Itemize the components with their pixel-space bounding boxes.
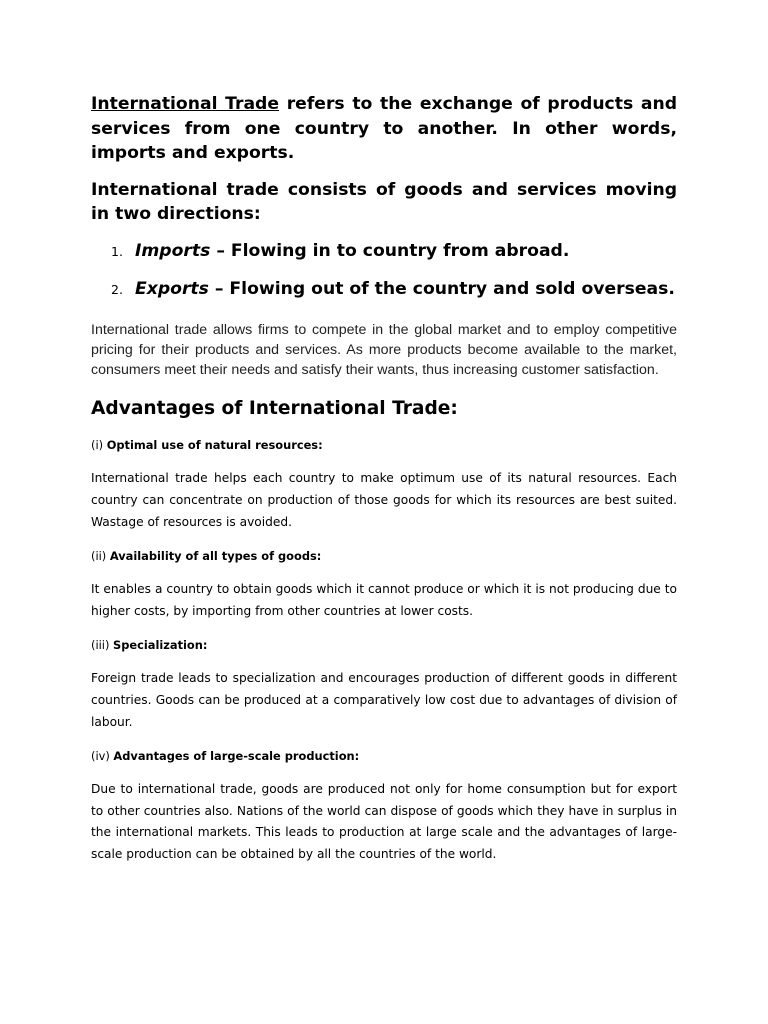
list-number: 1.	[111, 243, 123, 259]
list-item-imports	[91, 239, 677, 264]
advantage-3-marker: (iii)	[91, 638, 114, 653]
document-page	[91, 90, 677, 866]
exports-term: Exports	[135, 279, 209, 299]
advantage-3-body: Foreign trade leads to specialization and encourages production of different goods in different countries. Goods can be produced at a comparatively low cost due to advantages of division of labour.	[91, 671, 677, 729]
exports-description: – Flowing out of the country and sold overseas.	[208, 279, 675, 299]
advantage-1-body: International trade helps each country to make optimum use of its natural resources. Each country can concentrate on production of those goods for which its resources are best suited. Wastage of resources is avoided.	[91, 471, 677, 529]
advantage-2-title: Availability of all types of goods:	[109, 549, 322, 564]
advantage-4-title: Advantages of large-scale production:	[113, 749, 360, 764]
directions-intro: International trade consists of goods and services moving in two directions:	[91, 179, 677, 224]
list-item-exports	[91, 277, 677, 302]
advantage-1-heading	[91, 436, 677, 454]
imports-description: – Flowing in to country from abroad.	[210, 240, 570, 261]
advantage-1-marker: (i)	[91, 438, 107, 453]
directions-list	[91, 239, 677, 302]
imports-term: Imports	[135, 240, 211, 261]
list-number: 2.	[111, 282, 123, 297]
international-trade-term: International Trade	[91, 94, 280, 114]
advantage-2-marker: (ii)	[91, 549, 110, 564]
intro-paragraph	[91, 92, 677, 166]
overview-paragraph: International trade allows firms to compete in the global market and to employ competitive pricing for their products and services. As more products become available to the market, consumers meet their needs and satisfy their wants, thus increasing customer satisfaction.	[91, 321, 677, 379]
advantage-3-title: Specialization:	[113, 638, 208, 653]
advantage-2-heading	[91, 547, 677, 565]
advantage-1-title: Optimal use of natural resources:	[106, 438, 323, 453]
advantages-heading: Advantages of International Trade:	[91, 398, 458, 420]
intro-definition: refers to the exchange of products and services from one country to another. In other words, imports and exports.	[91, 94, 678, 163]
advantage-3-heading	[91, 636, 677, 654]
advantage-4-body: Due to international trade, goods are produced not only for home consumption but for export to other countries also. Nations of the world can dispose of goods which they have in surplus in the international markets. This leads to production at large scale and the advantages of large-scale production can be obtained by all the countries of the world.	[91, 782, 677, 861]
advantage-4-marker: (iv)	[91, 749, 114, 764]
advantage-2-body: It enables a country to obtain goods which it cannot produce or which it is not producing due to higher costs, by importing from other countries at lower costs.	[91, 582, 677, 618]
advantage-4-heading	[91, 747, 677, 765]
